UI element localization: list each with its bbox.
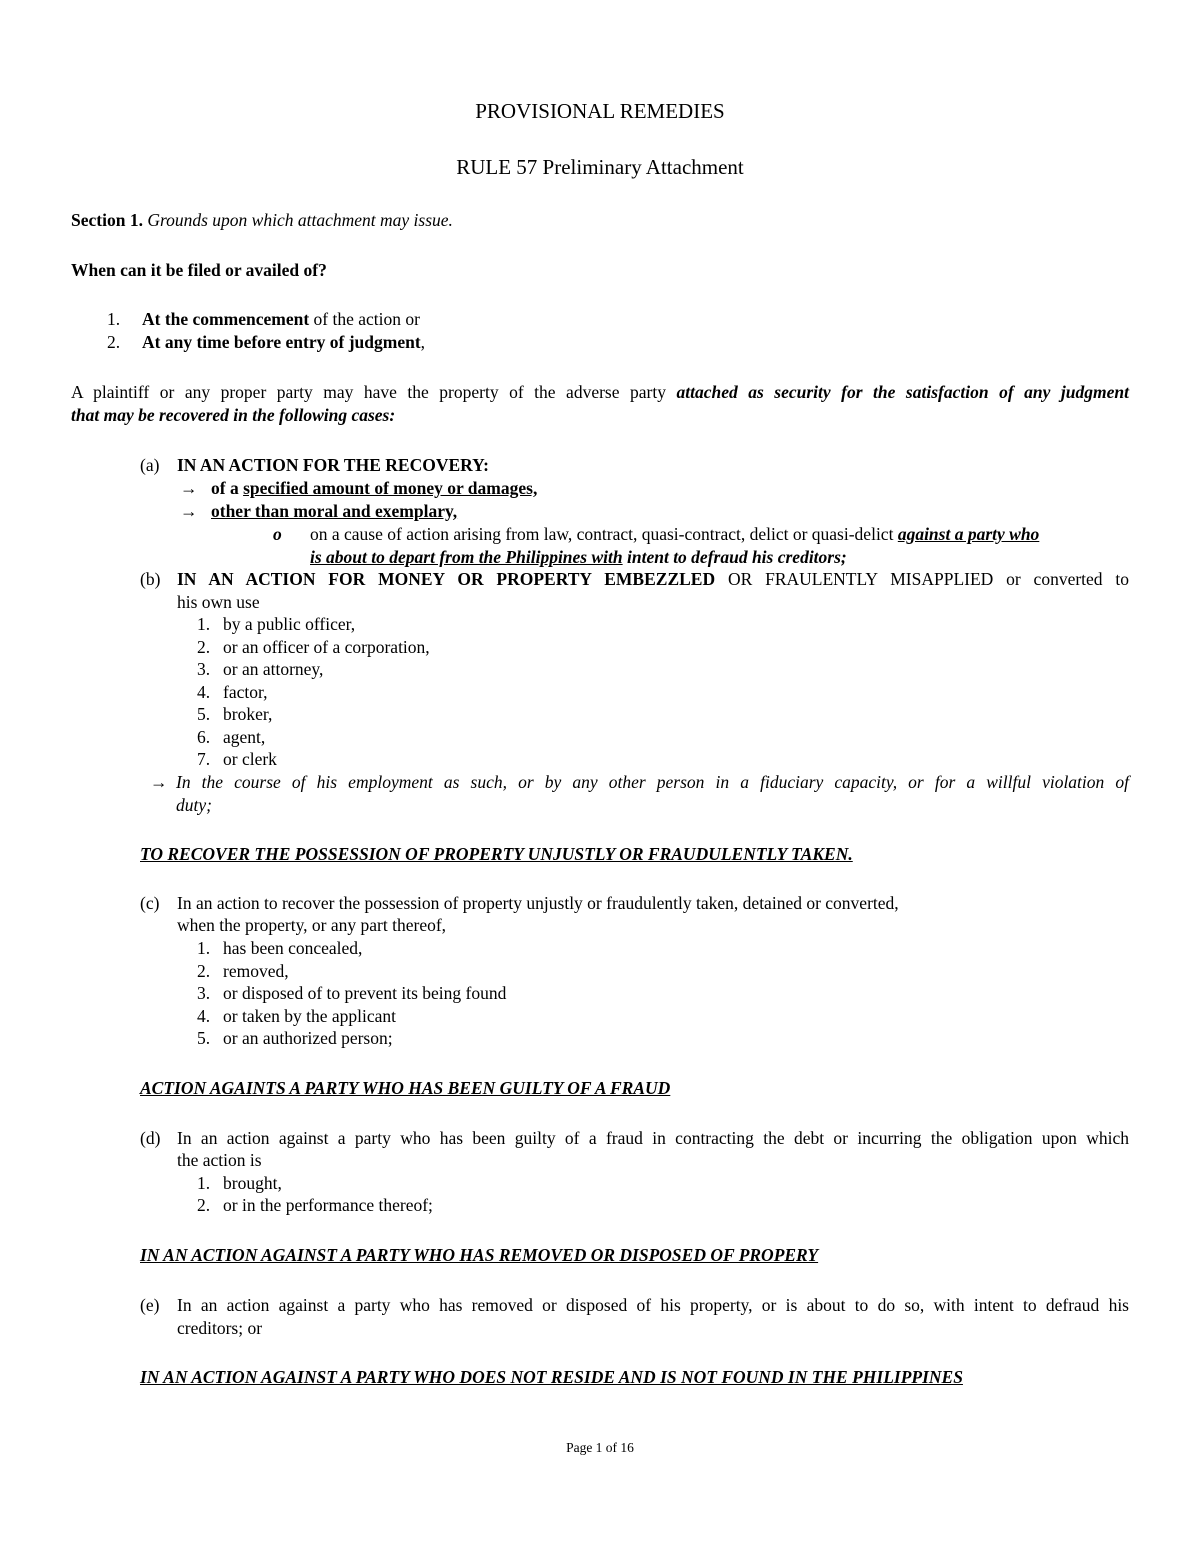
- list-number: 5.: [197, 1028, 211, 1048]
- list-item: factor,: [223, 682, 268, 702]
- list-number: 1.: [197, 614, 211, 634]
- list-item: removed,: [223, 961, 289, 981]
- emphasis: intent to defraud his creditors;: [622, 547, 847, 567]
- case-a-heading: IN AN ACTION FOR THE RECOVERY:: [177, 455, 490, 475]
- arrow-icon: →: [180, 501, 198, 521]
- plain-text: of the action or: [309, 309, 420, 329]
- list-number: 2.: [197, 637, 211, 657]
- list-item: agent,: [223, 727, 266, 747]
- plain-text: ,: [420, 332, 426, 352]
- section-heading-d: ACTION AGAINTS A PARTY WHO HAS BEEN GUILTY OF A FRAUD: [140, 1078, 671, 1098]
- list-number: 1.: [197, 938, 211, 958]
- list-item: broker,: [223, 704, 273, 724]
- arrow-icon: →: [180, 478, 198, 498]
- section-heading-c: TO RECOVER THE POSSESSION OF PROPERTY UNJUSTLY OR FRAUDULENTLY TAKEN.: [140, 844, 853, 864]
- case-c-line-1: In an action to recover the possession of property unjustly or fraudulently taken, detained or converted,: [177, 893, 899, 913]
- list-number: 7.: [197, 749, 211, 769]
- when-item-1: [107, 308, 120, 330]
- emphasis: At any time before entry of judgment: [142, 332, 421, 352]
- list-number: 4.: [197, 682, 211, 702]
- case-b-note-line-2: duty;: [176, 795, 212, 815]
- page-footer: Page 1 of 16: [566, 1440, 634, 1455]
- list-item: or an officer of a corporation,: [223, 637, 430, 657]
- case-b-label: (b): [140, 569, 161, 589]
- plain-text: on a cause of action arising from law, contract, quasi-contract, delict or quasi-delict: [310, 524, 898, 544]
- when-item-2: [107, 331, 120, 353]
- intro-emphasis-1: attached as security for the satisfaction of any judgment: [676, 382, 1129, 402]
- case-d-line-2: the action is: [177, 1150, 262, 1170]
- section-heading: [71, 209, 453, 231]
- case-d-line-1: In an action against a party who has been guilty of a fraud in contracting the debt or incurring the obligation upon which: [177, 1128, 1129, 1148]
- list-number: 4.: [197, 1006, 211, 1026]
- case-a-line-1: [211, 477, 537, 499]
- list-number: 1.: [197, 1173, 211, 1193]
- list-number: 1.: [107, 309, 121, 329]
- intro-plain: A plaintiff or any proper party may have the property of the adverse party: [71, 382, 677, 402]
- case-a-line-2: other than moral and exemplary,: [211, 501, 458, 521]
- case-c-label: (c): [140, 893, 160, 913]
- list-number: 2.: [197, 961, 211, 981]
- bullet-icon: o: [273, 524, 282, 544]
- intro-line-2: that may be recovered in the following cases:: [71, 405, 396, 425]
- list-item: or an attorney,: [223, 659, 324, 679]
- case-e-label: (e): [140, 1295, 160, 1315]
- case-d-label: (d): [140, 1128, 161, 1148]
- underlined-emphasis: against a party who: [897, 524, 1040, 544]
- rule-heading: RULE 57 Preliminary Attachment: [456, 155, 744, 179]
- list-item: or clerk: [223, 749, 277, 769]
- list-item: by a public officer,: [223, 614, 356, 634]
- case-b-line-2: his own use: [177, 592, 260, 612]
- case-c-line-2: when the property, or any part thereof,: [177, 915, 447, 935]
- case-a-sub-line-1: [310, 523, 1039, 545]
- list-item: or an authorized person;: [223, 1028, 393, 1048]
- list-number: 5.: [197, 704, 211, 724]
- list-item: brought,: [223, 1173, 282, 1193]
- list-item: or disposed of to prevent its being found: [223, 983, 507, 1003]
- case-e-line-2: creditors; or: [177, 1318, 263, 1338]
- emphasis: At the commencement: [142, 309, 310, 329]
- list-item: has been concealed,: [223, 938, 363, 958]
- list-number: 3.: [197, 983, 211, 1003]
- document-title: PROVISIONAL REMEDIES: [475, 99, 725, 123]
- case-e-line-1: In an action against a party who has removed or disposed of his property, or is about to do so, with intent to defraud his: [177, 1295, 1129, 1315]
- when-item-1-text: [142, 308, 420, 330]
- intro-line-1: [71, 381, 1129, 403]
- when-heading: When can it be filed or availed of?: [71, 260, 327, 280]
- plain-text: OR FRAULENTLY MISAPPLIED or converted to: [715, 569, 1129, 589]
- arrow-icon: →: [150, 772, 168, 792]
- underlined-emphasis: is about to depart from the Philippines with: [310, 547, 623, 567]
- case-b-note-line-1: In the course of his employment as such, or by any other person in a fiduciary capacity, or for a willful violation of: [176, 772, 1129, 792]
- case-a-sub-line-2: [310, 546, 847, 568]
- list-number: 3.: [197, 659, 211, 679]
- list-number: 2.: [197, 1195, 211, 1215]
- list-item: or in the performance thereof;: [223, 1195, 433, 1215]
- list-number: 6.: [197, 727, 211, 747]
- section-text: Grounds upon which attachment may issue.: [147, 210, 453, 230]
- case-b-line-1: [177, 568, 1129, 590]
- list-number: 2.: [107, 332, 121, 352]
- plain-text: of a: [211, 478, 244, 498]
- case-b-heading: IN AN ACTION FOR MONEY OR PROPERTY EMBEZZLED: [177, 569, 716, 589]
- section-label: Section 1.: [71, 210, 143, 230]
- underlined-text: specified amount of money or damages,: [243, 478, 538, 498]
- when-item-2-text: [142, 331, 425, 353]
- section-heading-f: IN AN ACTION AGAINST A PARTY WHO DOES NOT RESIDE AND IS NOT FOUND IN THE PHILIPPINES: [140, 1367, 963, 1387]
- section-heading-e: IN AN ACTION AGAINST A PARTY WHO HAS REMOVED OR DISPOSED OF PROPERY: [140, 1245, 819, 1265]
- list-item: or taken by the applicant: [223, 1006, 396, 1026]
- case-a-label: (a): [140, 455, 160, 475]
